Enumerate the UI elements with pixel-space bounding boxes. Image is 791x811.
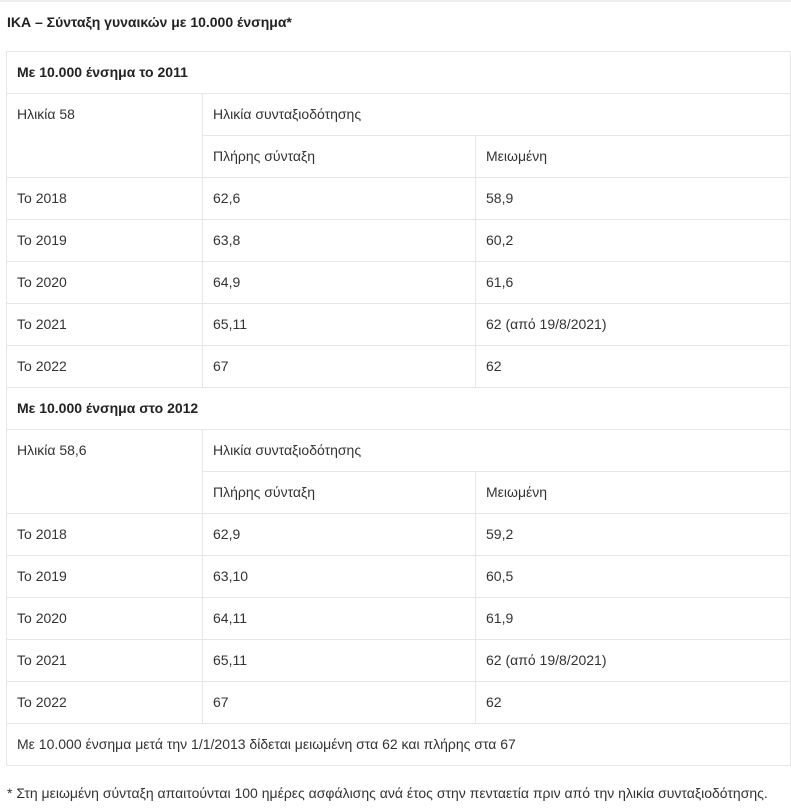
reduced-age-cell: 60,5 (476, 556, 791, 598)
full-age-cell: 63,10 (203, 556, 476, 598)
table-row (7, 640, 791, 682)
reduced-age-cell: 62 (476, 682, 791, 724)
retirement-age-label: Ηλικία συνταξιοδότησης (203, 430, 791, 472)
reduced-pension-header: Μειωμένη (476, 472, 791, 514)
year-cell: Το 2021 (7, 640, 203, 682)
age-label: Ηλικία 58,6 (7, 430, 203, 514)
table-row (7, 220, 791, 262)
reduced-age-cell: 58,9 (476, 178, 791, 220)
year-cell: Το 2019 (7, 220, 203, 262)
full-age-cell: 62,6 (203, 178, 476, 220)
pension-table (6, 51, 791, 766)
reduced-age-cell: 62 (476, 346, 791, 388)
year-cell: Το 2022 (7, 346, 203, 388)
full-pension-header: Πλήρης σύνταξη (203, 472, 476, 514)
full-age-cell: 64,11 (203, 598, 476, 640)
table-row (7, 262, 791, 304)
table-row (7, 598, 791, 640)
header-row (7, 94, 791, 136)
header-row (7, 430, 791, 472)
full-age-cell: 64,9 (203, 262, 476, 304)
footnote: * Στη μειωμένη σύνταξη απαιτούνται 100 ημέρες ασφάλισης ανά έτος στην πενταετία πριν από την ηλικία συνταξιοδότησης. (7, 785, 768, 801)
full-age-cell: 67 (203, 682, 476, 724)
year-cell: Το 2022 (7, 682, 203, 724)
reduced-age-cell: 60,2 (476, 220, 791, 262)
full-age-cell: 65,11 (203, 304, 476, 346)
year-cell: Το 2020 (7, 262, 203, 304)
full-age-cell: 65,11 (203, 640, 476, 682)
reduced-age-cell: 62 (από 19/8/2021) (476, 304, 791, 346)
reduced-age-cell: 62 (από 19/8/2021) (476, 640, 791, 682)
top-divider (0, 0, 791, 2)
closing-note-row (7, 724, 791, 766)
reduced-pension-header: Μειωμένη (476, 136, 791, 178)
table-row (7, 178, 791, 220)
full-age-cell: 63,8 (203, 220, 476, 262)
table-row (7, 304, 791, 346)
table-row (7, 346, 791, 388)
year-cell: Το 2018 (7, 178, 203, 220)
retirement-age-label: Ηλικία συνταξιοδότησης (203, 94, 791, 136)
section-heading-row (7, 388, 791, 430)
table-row (7, 682, 791, 724)
closing-note: Με 10.000 ένσημα μετά την 1/1/2013 δίδεται μειωμένη στα 62 και πλήρης στα 67 (7, 724, 791, 766)
reduced-age-cell: 61,9 (476, 598, 791, 640)
reduced-age-cell: 59,2 (476, 514, 791, 556)
year-cell: Το 2019 (7, 556, 203, 598)
full-age-cell: 67 (203, 346, 476, 388)
table-row (7, 514, 791, 556)
table-row (7, 556, 791, 598)
full-age-cell: 62,9 (203, 514, 476, 556)
year-cell: Το 2021 (7, 304, 203, 346)
year-cell: Το 2018 (7, 514, 203, 556)
age-label: Ηλικία 58 (7, 94, 203, 178)
year-cell: Το 2020 (7, 598, 203, 640)
section-heading: Με 10.000 ένσημα το 2011 (7, 52, 791, 94)
section-heading-row (7, 52, 791, 94)
page-title: ΙΚΑ – Σύνταξη γυναικών με 10.000 ένσημα* (7, 14, 292, 30)
reduced-age-cell: 61,6 (476, 262, 791, 304)
full-pension-header: Πλήρης σύνταξη (203, 136, 476, 178)
section-heading: Με 10.000 ένσημα στο 2012 (7, 388, 791, 430)
